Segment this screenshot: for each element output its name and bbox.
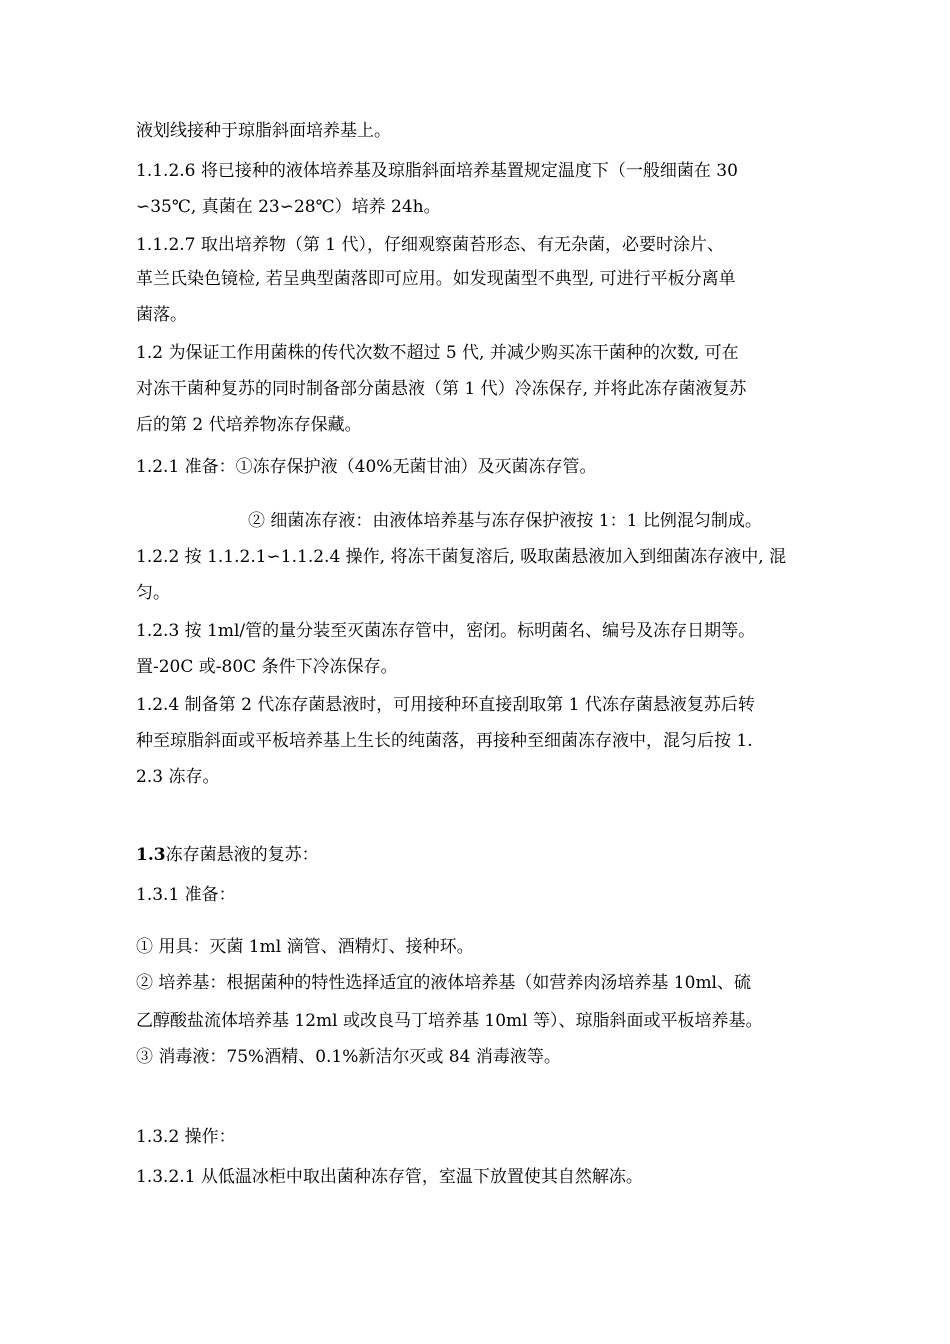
text-line: 1.2.4 制备第 2 代冻存菌悬液时，可用接种环直接刮取第 1 代冻存菌悬液复苏后转 xyxy=(136,695,755,715)
text-line: 后的第 2 代培养物冻存保藏。 xyxy=(136,415,362,435)
section-heading xyxy=(136,844,319,866)
text-line: 1.3.1 准备： xyxy=(136,885,236,905)
text-line: 1.2.3 按 1ml/管的量分装至灭菌冻存管中，密闭。标明菌名、编号及冻存日期等。 xyxy=(136,621,756,641)
text-line: ∽35℃, 真菌在 23∽28℃）培养 24h。 xyxy=(136,197,441,217)
text-line: 菌落。 xyxy=(136,305,187,325)
section-title: 冻存菌悬液的复苏： xyxy=(165,845,319,865)
text-line: ② 培养基：根据菌种的特性选择适宜的液体培养基（如营养肉汤培养基 10ml、硫 xyxy=(136,973,751,993)
text-line: 置-20C 或-80C 条件下冷冻保存。 xyxy=(136,657,398,677)
text-line: 革兰氏染色镜检, 若呈典型菌落即可应用。如发现菌型不典型, 可进行平板分离单 xyxy=(136,269,736,289)
text-line: 乙醇酸盐流体培养基 12ml 或改良马丁培养基 10ml 等）、琼脂斜面或平板培养基。 xyxy=(136,1011,763,1031)
text-line: 2.3 冻存。 xyxy=(136,767,220,787)
text-line: 1.1.2.7 取出培养物（第 1 代），仔细观察菌苔形态、有无杂菌，必要时涂片、 xyxy=(136,235,725,255)
text-line: 液划线接种于琼脂斜面培养基上。 xyxy=(136,121,391,141)
text-line: 1.1.2.6 将已接种的液体培养基及琼脂斜面培养基置规定温度下（一般细菌在 30 xyxy=(136,161,738,181)
text-line: 1.2 为保证工作用菌株的传代次数不超过 5 代, 并减少购买冻干菌种的次数, 可在 xyxy=(136,343,739,363)
text-line: 1.3.2 操作： xyxy=(136,1127,236,1147)
text-line: 匀。 xyxy=(136,583,170,603)
text-line: 1.3.2.1 从低温冰柜中取出菌种冻存管，室温下放置使其自然解冻。 xyxy=(136,1167,643,1187)
text-line: ① 用具：灭菌 1ml 滴管、酒精灯、接种环。 xyxy=(136,937,474,957)
text-line: 对冻干菌种复苏的同时制备部分菌悬液（第 1 代）冷冻保存, 并将此冻存菌液复苏 xyxy=(136,379,747,399)
text-line: ② 细菌冻存液：由液体培养基与冻存保护液按 1：1 比例混匀制成。 xyxy=(248,511,762,531)
text-line: ③ 消毒液：75%酒精、0.1%新洁尔灭或 84 消毒液等。 xyxy=(136,1047,561,1067)
section-number: 1.3 xyxy=(136,845,166,865)
text-line: 种至琼脂斜面或平板培养基上生长的纯菌落，再接种至细菌冻存液中，混匀后按 1. xyxy=(136,731,753,751)
text-line: 1.2.1 准备：①冻存保护液（40%无菌甘油）及灭菌冻存管。 xyxy=(136,457,597,477)
text-line: 1.2.2 按 1.1.2.1∽1.1.2.4 操作, 将冻干菌复溶后, 吸取菌悬液加入到细菌冻存液中, 混 xyxy=(136,547,787,567)
